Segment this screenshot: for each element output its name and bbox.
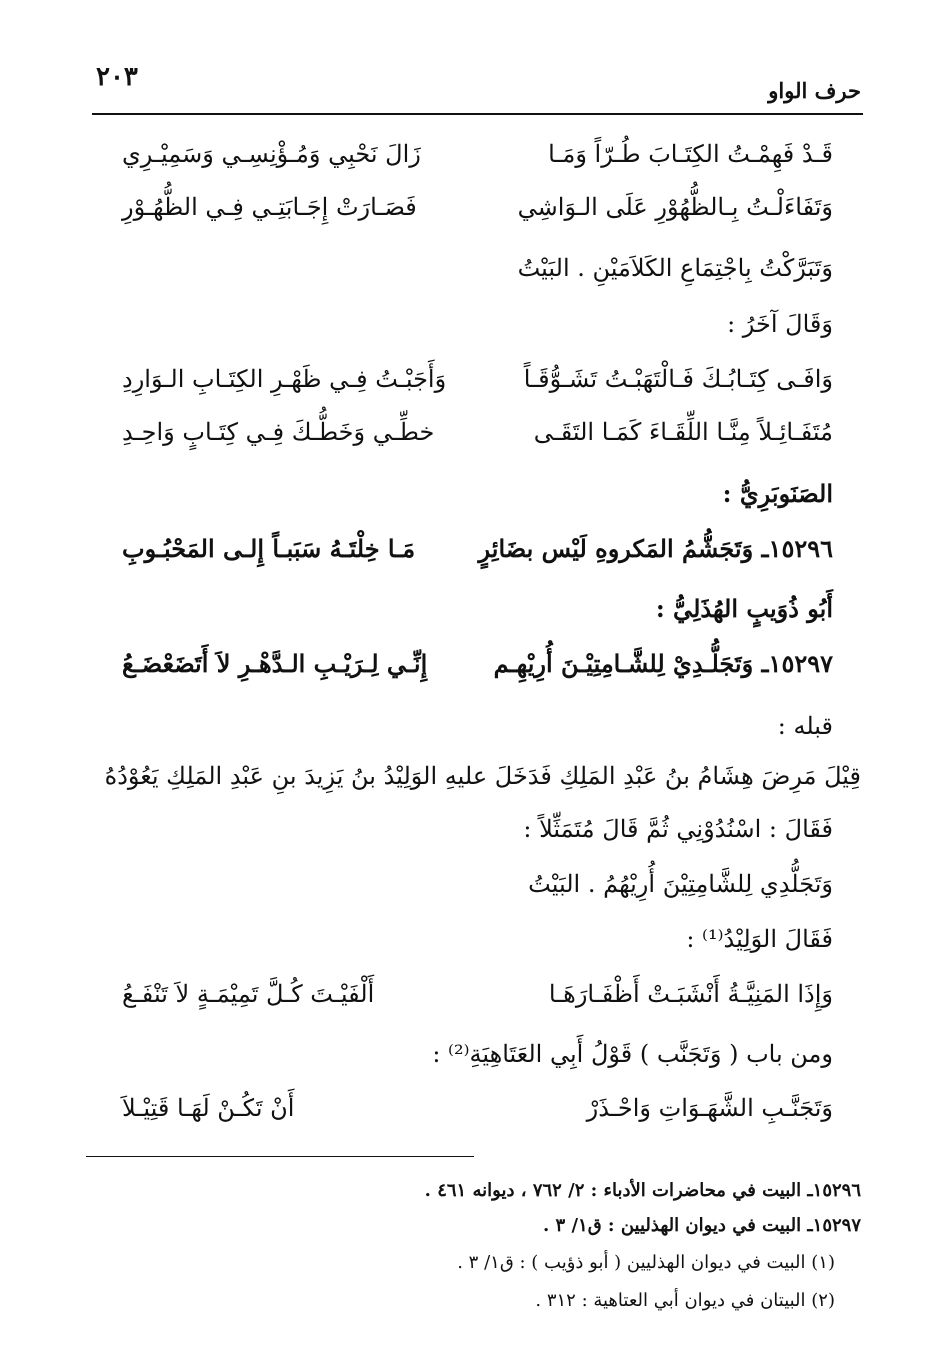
chapter-title: حرف الواو [768,78,861,103]
poet-name: الصَنَوبَرِيُّ : [722,479,833,508]
text-line: ومن باب ( وَتَجَنَّب ) قَوْلُ أَبِي العَتَاهِيَةِ⁽²⁾ : [432,1040,833,1068]
footnote-1: (١) البيت في ديوان الهذليين ( أبو ذؤيب ) : ق١/ ٣ . [457,1252,835,1273]
prose-line: قِيْلَ مَرِضَ هِشَامُ بنُ عَبْدِ المَلِكِ فَدَخَلَ عليهِ الوَلِيْدُ بنُ يَزِيدَ بنِ عَبْدِ المَلِكِ يَعُوْدُهُ [104,762,861,790]
numbered-verse-15297-first: ١٥٢٩٧ـ وَتَجَلُّـدِيْ لِلشَّـامِتِيْـنَ أُرِيْهِـم [493,649,833,678]
verse-2-second-hemistich: فَصَـارَتْ إِجَـابَتِـي فِـي الظُّهُـوْرِ [122,193,417,221]
numbered-verse-15296-first: ١٥٢٩٦ـ وَتَجَشُّمُ المَكروهِ لَيْس بضَائِرٍ [478,534,833,563]
numbered-verse-15297-second: إِنِّـي لِـرَيْـبِ الـدَّهْـرِ لاَ أَتَضَعْضَـعُ [122,649,428,678]
numbered-verse-15296-second: مَـا خِلْتَـهُ سَبَبـاً إِلـى المَحْبُـوبِ [122,534,416,563]
verse-2-first-hemistich: وَتَفَاءَلْـتُ بِـالظُّهُوْرِ عَلَى الـوَاشِي [517,193,833,221]
text-line: وَتَبَرَّكْتُ بِاجْتِمَاعِ الكَلاَمَيْنِ . البَيْتُ [517,254,833,282]
text-line: وَقَالَ آخَرُ : [727,310,833,338]
text-line: وَتَجَلُّدِي لِلشَّامِتِيْنَ أُرِيْهُمُ . البَيْتُ [528,870,833,898]
footnote-2: (٢) البيتان في ديوان أبي العتاهية : ٣١٢ . [535,1290,835,1311]
verse-6-second-hemistich: أَنْ تَكُـنْ لَهَـا قَتِيْـلاَ [122,1094,295,1122]
verse-4-second-hemistich: خطِّـي وَخَطُّـكَ فِـي كِتَـابٍ وَاحِـدِ [122,418,435,446]
header-rule [92,113,863,115]
verse-5-second-hemistich: أَلْفَيْـتَ كُـلَّ تَمِيْمَـةٍ لاَ تَنْفَـعُ [122,980,375,1008]
footnote-rule [86,1156,474,1157]
verse-1-second-hemistich: زَالَ نَحْبِي وَمُـؤْنِسِـي وَسَمِيْـرِي [122,140,421,168]
footnote-15296: ١٥٢٩٦ـ البيت في محاضرات الأدباء : ٢/ ٧٦٢ ، ديوانه ٤٦١ . [424,1180,861,1201]
footnote-15297: ١٥٢٩٧ـ البيت في ديوان الهذليين : ق١/ ٣ . [542,1215,861,1236]
verse-1-first-hemistich: قَـدْ فَهِمْـتُ الكِتَـابَ طُـرّاً وَمَـا [548,140,833,168]
text-line: قبله : [777,712,833,740]
prose-line: فَقَالَ : اسْنُدُوْنِي ثُمَّ قَالَ مُتَمَثِّلاً : [523,815,833,843]
verse-6-first-hemistich: وَتَجَنَّـبِ الشَّهَـوَاتِ وَاحْـذَرْ [586,1094,833,1122]
verse-5-first-hemistich: وَإِذَا المَنِيَّـةُ أَنْشَبَـتْ أَظْفَـارَهَـا [548,980,833,1008]
poet-name: أَبُو ذُوَيبٍ الهُذَلِيُّ : [655,594,833,623]
page-number: ٢٠٣ [96,62,138,92]
text-line: فَقَالَ الوَلِيْدُ⁽¹⁾ : [686,925,833,953]
verse-4-first-hemistich: مُتَفَـائِـلاً مِنَّـا اللِّقَـاءَ كَمَـا التَقَـى [533,418,833,446]
verse-3-first-hemistich: وَافَـى كِتَـابُـكَ فَـالْتَهَبْـتُ تَشَـوُّقَـاً [523,365,833,393]
verse-3-second-hemistich: وَأَجَبْـتُ فِـي ظَهْـرِ الكِتَـابِ الـوَارِدِ [122,365,447,393]
